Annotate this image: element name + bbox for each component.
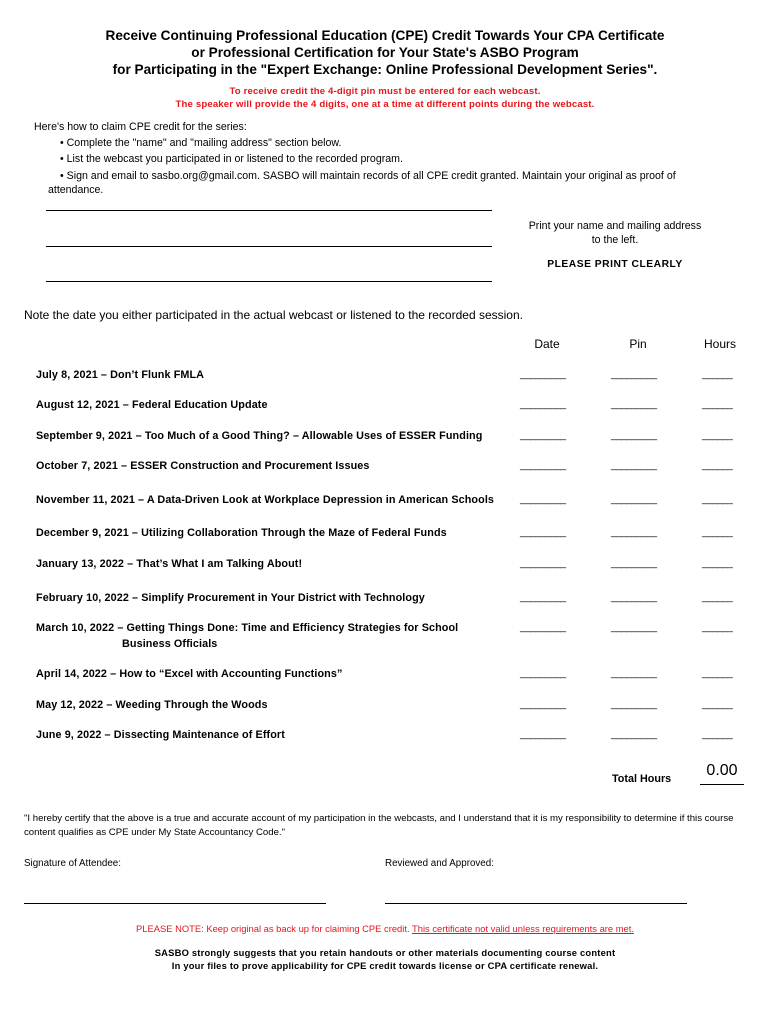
- sasbo-suggestion-line: In your files to prove applicability for CPE credit towards license or CPA certificate renewal.: [171, 960, 599, 971]
- date-note: Note the date you either participated in the actual webcast or listened to the recorded session.: [24, 308, 523, 322]
- session-title: [36, 492, 494, 508]
- session-date-field[interactable]: _________: [520, 622, 566, 633]
- session-hours-field[interactable]: ______: [702, 494, 733, 505]
- session-title: [36, 367, 204, 383]
- session-date-field[interactable]: _________: [520, 668, 566, 679]
- address-instruction: [520, 219, 710, 247]
- session-title: [36, 397, 268, 413]
- session-title: [36, 590, 425, 606]
- address-instruction-line: Print your name and mailing address: [528, 220, 702, 232]
- pin-note-line: To receive credit the 4-digit pin must be entered for each webcast.: [229, 86, 541, 97]
- session-date-field[interactable]: _________: [520, 699, 566, 710]
- session-title-text: March 10, 2022 – Getting Things Done: Time and Efficiency Strategies for School: [36, 622, 459, 634]
- address-instruction-line: to the left.: [591, 234, 639, 246]
- title-line: Receive Continuing Professional Education (CPE) Credit Towards Your CPA Certificate: [105, 28, 665, 43]
- session-title: [36, 428, 482, 444]
- session-title: [36, 697, 268, 713]
- session-title-text: December 9, 2021 – Utilizing Collaboration Through the Maze of Federal Funds: [36, 527, 447, 539]
- session-date-field[interactable]: _________: [520, 430, 566, 441]
- session-pin-field[interactable]: _________: [611, 592, 657, 603]
- certification-statement: "I hereby certify that the above is a true and accurate account of my participation in the webcasts, and I understand that it is my responsibility to determine if this course content qualifies as CPE under My State Accountancy Code.": [24, 813, 734, 838]
- pin-instructions: [0, 86, 770, 111]
- session-pin-field[interactable]: _________: [611, 527, 657, 538]
- session-pin-field[interactable]: _________: [611, 430, 657, 441]
- session-pin-field[interactable]: _________: [611, 699, 657, 710]
- session-hours-field[interactable]: ______: [702, 622, 733, 633]
- session-pin-field[interactable]: _________: [611, 399, 657, 410]
- session-hours-field[interactable]: ______: [702, 369, 733, 380]
- session-title: [36, 620, 458, 652]
- session-date-field[interactable]: _________: [520, 399, 566, 410]
- session-pin-field[interactable]: _________: [611, 369, 657, 380]
- session-hours-field[interactable]: ______: [702, 399, 733, 410]
- session-date-field[interactable]: _________: [520, 494, 566, 505]
- session-date-field[interactable]: _________: [520, 592, 566, 603]
- session-title: [36, 525, 447, 541]
- name-address-line-1[interactable]: [46, 210, 492, 211]
- instruction-bullet: • Complete the "name" and "mailing address" section below.: [60, 137, 342, 150]
- session-title-text: April 14, 2022 – How to “Excel with Accounting Functions”: [36, 668, 343, 680]
- title-line: or Professional Certification for Your State's ASBO Program: [191, 45, 579, 60]
- session-date-field[interactable]: _________: [520, 460, 566, 471]
- session-date-field[interactable]: _________: [520, 729, 566, 740]
- session-title-text: November 11, 2021 – A Data-Driven Look at Workplace Depression in American Schools: [36, 494, 495, 506]
- session-hours-field[interactable]: ______: [702, 668, 733, 679]
- please-note-text: PLEASE NOTE: Keep original as back up for claiming CPE credit.: [136, 923, 410, 934]
- session-date-field[interactable]: _________: [520, 558, 566, 569]
- instructions-intro: Here's how to claim CPE credit for the series:: [34, 121, 247, 133]
- session-hours-field[interactable]: ______: [702, 558, 733, 569]
- session-date-field[interactable]: _________: [520, 369, 566, 380]
- instruction-bullet: • List the webcast you participated in or listened to the recorded program.: [60, 153, 403, 166]
- session-title-text: September 9, 2021 – Too Much of a Good Thing? – Allowable Uses of ESSER Funding: [36, 430, 483, 442]
- session-title: [36, 556, 302, 572]
- name-address-line-3[interactable]: [46, 281, 492, 282]
- sasbo-suggestion: [0, 946, 770, 972]
- session-title: [36, 458, 370, 474]
- session-title-continuation: Business Officials: [122, 638, 218, 650]
- total-hours-label: Total Hours: [612, 773, 672, 785]
- session-date-field[interactable]: _________: [520, 527, 566, 538]
- not-valid-note: This certificate not valid unless requirements are met.: [412, 923, 634, 934]
- session-pin-field[interactable]: _________: [611, 558, 657, 569]
- session-title-text: January 13, 2022 – That’s What I am Talking About!: [36, 558, 303, 570]
- session-title-text: October 7, 2021 – ESSER Construction and Procurement Issues: [36, 460, 370, 472]
- claim-instructions: [34, 119, 734, 198]
- total-hours-value[interactable]: 0.00: [700, 762, 744, 785]
- session-title-text: February 10, 2022 – Simplify Procurement in Your District with Technology: [36, 592, 425, 604]
- pin-note-line: The speaker will provide the 4 digits, one at a time at different points during the webcast.: [175, 98, 595, 110]
- reviewed-label: Reviewed and Approved:: [385, 858, 494, 869]
- title-line: for Participating in the "Expert Exchange: Online Professional Development Series".: [112, 62, 658, 77]
- session-title-text: August 12, 2021 – Federal Education Update: [36, 399, 268, 411]
- session-pin-field[interactable]: _________: [611, 729, 657, 740]
- session-pin-field[interactable]: _________: [611, 460, 657, 471]
- name-address-line-2[interactable]: [46, 246, 492, 247]
- column-header-pin: Pin: [629, 337, 647, 351]
- session-pin-field[interactable]: _________: [611, 494, 657, 505]
- session-hours-field[interactable]: ______: [702, 592, 733, 603]
- column-header-hours: Hours: [703, 337, 736, 351]
- session-title: [36, 727, 285, 743]
- session-title-text: July 8, 2021 – Don’t Flunk FMLA: [36, 369, 205, 381]
- column-header-date: Date: [534, 337, 560, 351]
- reviewed-signature-line[interactable]: [385, 903, 687, 904]
- please-note: [0, 923, 770, 934]
- signature-label: Signature of Attendee:: [24, 858, 121, 869]
- print-clearly-label: PLEASE PRINT CLEARLY: [547, 259, 683, 270]
- session-hours-field[interactable]: ______: [702, 527, 733, 538]
- session-pin-field[interactable]: _________: [611, 622, 657, 633]
- signature-line[interactable]: [24, 903, 326, 904]
- session-hours-field[interactable]: ______: [702, 699, 733, 710]
- instruction-bullet-continuation: attendance.: [48, 183, 104, 196]
- session-title: [36, 666, 342, 682]
- sasbo-suggestion-line: SASBO strongly suggests that you retain handouts or other materials documenting course content: [154, 947, 616, 958]
- form-title: [0, 27, 770, 78]
- session-pin-field[interactable]: _________: [611, 668, 657, 679]
- instruction-bullet: • Sign and email to sasbo.org@gmail.com. SASBO will maintain records of all CPE credit granted. Maintain your original as proof of: [60, 169, 676, 182]
- session-title-text: June 9, 2022 – Dissecting Maintenance of Effort: [36, 729, 285, 741]
- session-hours-field[interactable]: ______: [702, 460, 733, 471]
- session-hours-field[interactable]: ______: [702, 430, 733, 441]
- session-title-text: May 12, 2022 – Weeding Through the Woods: [36, 699, 268, 711]
- session-hours-field[interactable]: ______: [702, 729, 733, 740]
